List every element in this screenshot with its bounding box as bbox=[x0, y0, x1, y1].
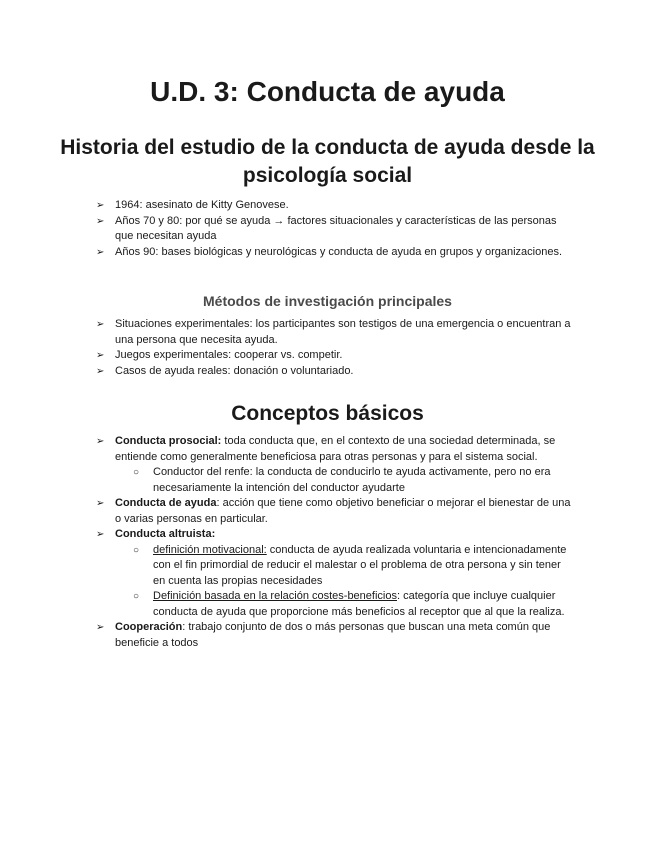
term-label: Conducta prosocial: bbox=[115, 435, 222, 447]
section-heading-metodos: Métodos de investigación principales bbox=[203, 293, 452, 309]
list-item-text: Años 90: bases biológicas y neurológicas y conducta de ayuda en grupos y organizaciones. bbox=[115, 245, 563, 258]
arrow-bullet-icon: ➢ bbox=[96, 529, 105, 540]
list-item-text: Juegos experimentales: cooperar vs. competir. bbox=[115, 349, 343, 361]
list-item-cooperacion bbox=[96, 620, 576, 651]
conceptos-list bbox=[96, 434, 576, 651]
arrow-bullet-icon: ➢ bbox=[96, 246, 105, 258]
list-item-text: 1964: asesinato de Kitty Genovese. bbox=[115, 199, 289, 211]
list-item-ayuda bbox=[96, 496, 576, 527]
term-label: Conducta de ayuda bbox=[115, 497, 217, 509]
section-heading-historia: Historia del estudio de la conducta de ayuda desde la psicología social bbox=[60, 136, 595, 187]
arrow-bullet-icon: ➢ bbox=[96, 498, 105, 509]
sub-list-item bbox=[115, 543, 576, 590]
list-item bbox=[96, 214, 576, 245]
arrow-bullet-icon: ➢ bbox=[96, 200, 105, 211]
sub-item-text: : categoría que incluye cualquier conducta de ayuda que proporcione más beneficios al receptor que al que la realiza. bbox=[153, 590, 565, 618]
sub-list bbox=[115, 543, 576, 621]
list-item-prosocial bbox=[96, 434, 576, 496]
term-label: Cooperación bbox=[115, 621, 183, 633]
sub-list-item bbox=[115, 589, 576, 620]
definition-text: : acción que tiene como objetivo beneficiar o mejorar el bienestar de una o varias personas en particular. bbox=[115, 497, 571, 525]
historia-list bbox=[96, 198, 576, 260]
list-item bbox=[96, 317, 576, 348]
list-item-text: Casos de ayuda reales: donación o voluntariado. bbox=[115, 364, 354, 377]
circle-bullet-icon: ○ bbox=[133, 544, 140, 556]
term-label: Conducta altruista: bbox=[115, 528, 216, 540]
list-item-text: Situaciones experimentales: los participantes son testigos de una emergencia o encuentran a una persona que necesita ayuda. bbox=[115, 318, 571, 346]
sub-item-text: Conductor del renfe: la conducta de conducirlo te ayuda activamente, pero no era necesariamente la intención del conductor ayudarte bbox=[153, 466, 551, 494]
sub-list-item bbox=[115, 465, 576, 496]
sub-item-label: Definición basada en la relación costes-beneficios bbox=[153, 590, 397, 602]
arrow-bullet-icon: ➢ bbox=[96, 436, 105, 447]
sub-item-label: definición motivacional: bbox=[153, 543, 267, 556]
metodos-list bbox=[96, 317, 576, 379]
arrow-bullet-icon: ➢ bbox=[96, 350, 105, 361]
list-item-text: Años 70 y 80: por qué se ayuda → factores situacionales y características de las personas que necesitan ayuda bbox=[115, 214, 557, 242]
sub-item-text: conducta de ayuda realizada voluntaria e intencionadamente con el fin primordial de reducir el malestar o el problema de otra persona y sin tener en cuenta las propias necesidades bbox=[153, 543, 567, 587]
definition-text: : trabajo conjunto de dos o más personas que buscan una meta común que beneficie a todos bbox=[115, 621, 551, 649]
list-item-altruista bbox=[96, 527, 576, 620]
list-item bbox=[96, 245, 576, 261]
arrow-bullet-icon: ➢ bbox=[96, 319, 105, 330]
sub-list bbox=[115, 465, 576, 496]
definition-text: toda conducta que, en el contexto de una sociedad determinada, se entiende como generalmente beneficiosa para otras personas y para el sistema social. bbox=[115, 435, 556, 463]
page-title: U.D. 3: Conducta de ayuda bbox=[150, 76, 505, 107]
list-item bbox=[96, 348, 576, 364]
arrow-bullet-icon: ➢ bbox=[96, 365, 105, 377]
circle-bullet-icon: ○ bbox=[133, 591, 140, 602]
section-heading-conceptos: Conceptos básicos bbox=[231, 402, 424, 425]
circle-bullet-icon: ○ bbox=[133, 467, 140, 478]
list-item bbox=[96, 364, 576, 380]
arrow-bullet-icon: ➢ bbox=[96, 622, 105, 633]
arrow-bullet-icon: ➢ bbox=[96, 215, 105, 227]
list-item bbox=[96, 198, 576, 214]
